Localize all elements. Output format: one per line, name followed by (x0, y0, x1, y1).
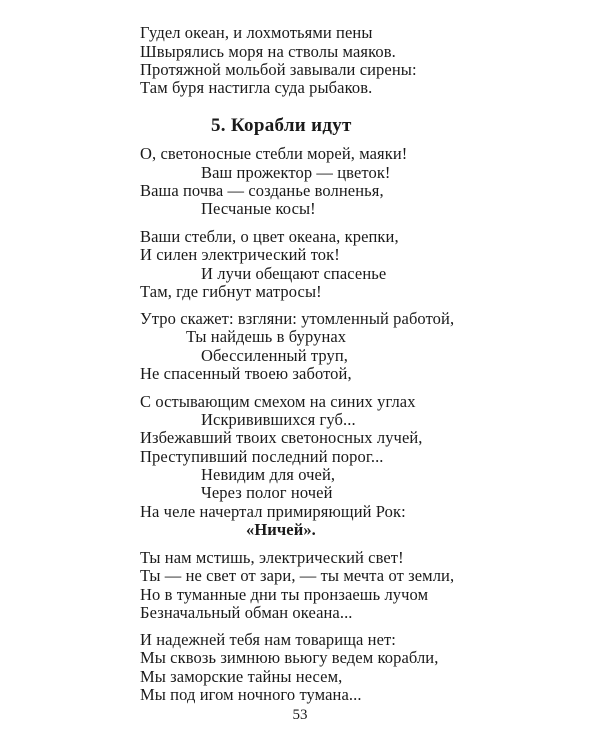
poem-line: Ваши стебли, о цвет океана, крепки, (140, 227, 399, 246)
poem-line: Мы под игом ночного тумана... (140, 685, 362, 704)
poem-title: 5. Корабли идут (211, 115, 352, 136)
poem-line: Безначальный обман океана... (140, 603, 353, 622)
poem-line: Обессиленный труп, (201, 346, 349, 365)
poem-line: Песчаные косы! (201, 199, 316, 218)
poem-line: Там буря настигла суда рыбаков. (140, 78, 373, 97)
poem-line: Швырялись моря на стволы маяков. (140, 42, 396, 61)
page-number: 53 (292, 707, 308, 723)
poem-line: Ваша почва — созданье волненья, (140, 181, 384, 200)
poem-line: Ты нам мстишь, электрический свет! (140, 548, 404, 567)
poem-line: Искривившихся губ... (201, 410, 356, 429)
poem-line: «Ничей». (246, 520, 316, 539)
poem-line: И лучи обещают спасенье (201, 264, 387, 283)
poem-line: Невидим для очей, (201, 465, 336, 484)
poem-line: Ты — не свет от зари, — ты мечта от земли, (140, 566, 455, 585)
poem-line: Мы заморские тайны несем, (140, 667, 343, 686)
poem-line: Но в туманные дни ты пронзаешь лучом (140, 585, 429, 604)
poem-line: Протяжной мольбой завывали сирены: (140, 60, 417, 79)
poem-line: Мы сквозь зимнюю вьюгу ведем корабли, (140, 648, 439, 667)
poem-line: Ты найдешь в бурунах (186, 327, 347, 346)
poem-line: Там, где гибнут матросы! (140, 282, 322, 301)
poem-line: На челе начертал примиряющий Рок: (140, 502, 406, 521)
poem-line: С остывающим смехом на синих углах (140, 392, 416, 411)
poem-line: Преступивший последний порог... (140, 447, 384, 466)
poem-line: Гудел океан, и лохмотьями пены (140, 23, 373, 42)
poem-line: И силен электрический ток! (140, 245, 340, 264)
poem-line: Через полог ночей (201, 483, 333, 502)
poem-line: О, светоносные стебли морей, маяки! (140, 144, 408, 163)
poem-line: Утро скажет: взгляни: утомленный работой, (140, 309, 455, 328)
poem-line: Не спасенный твоею заботой, (140, 364, 352, 383)
poem-line: Ваш прожектор — цветок! (201, 163, 391, 182)
poem-line: И надежней тебя нам товарища нет: (140, 630, 396, 649)
poem-line: Избежавший твоих светоносных лучей, (140, 428, 423, 447)
